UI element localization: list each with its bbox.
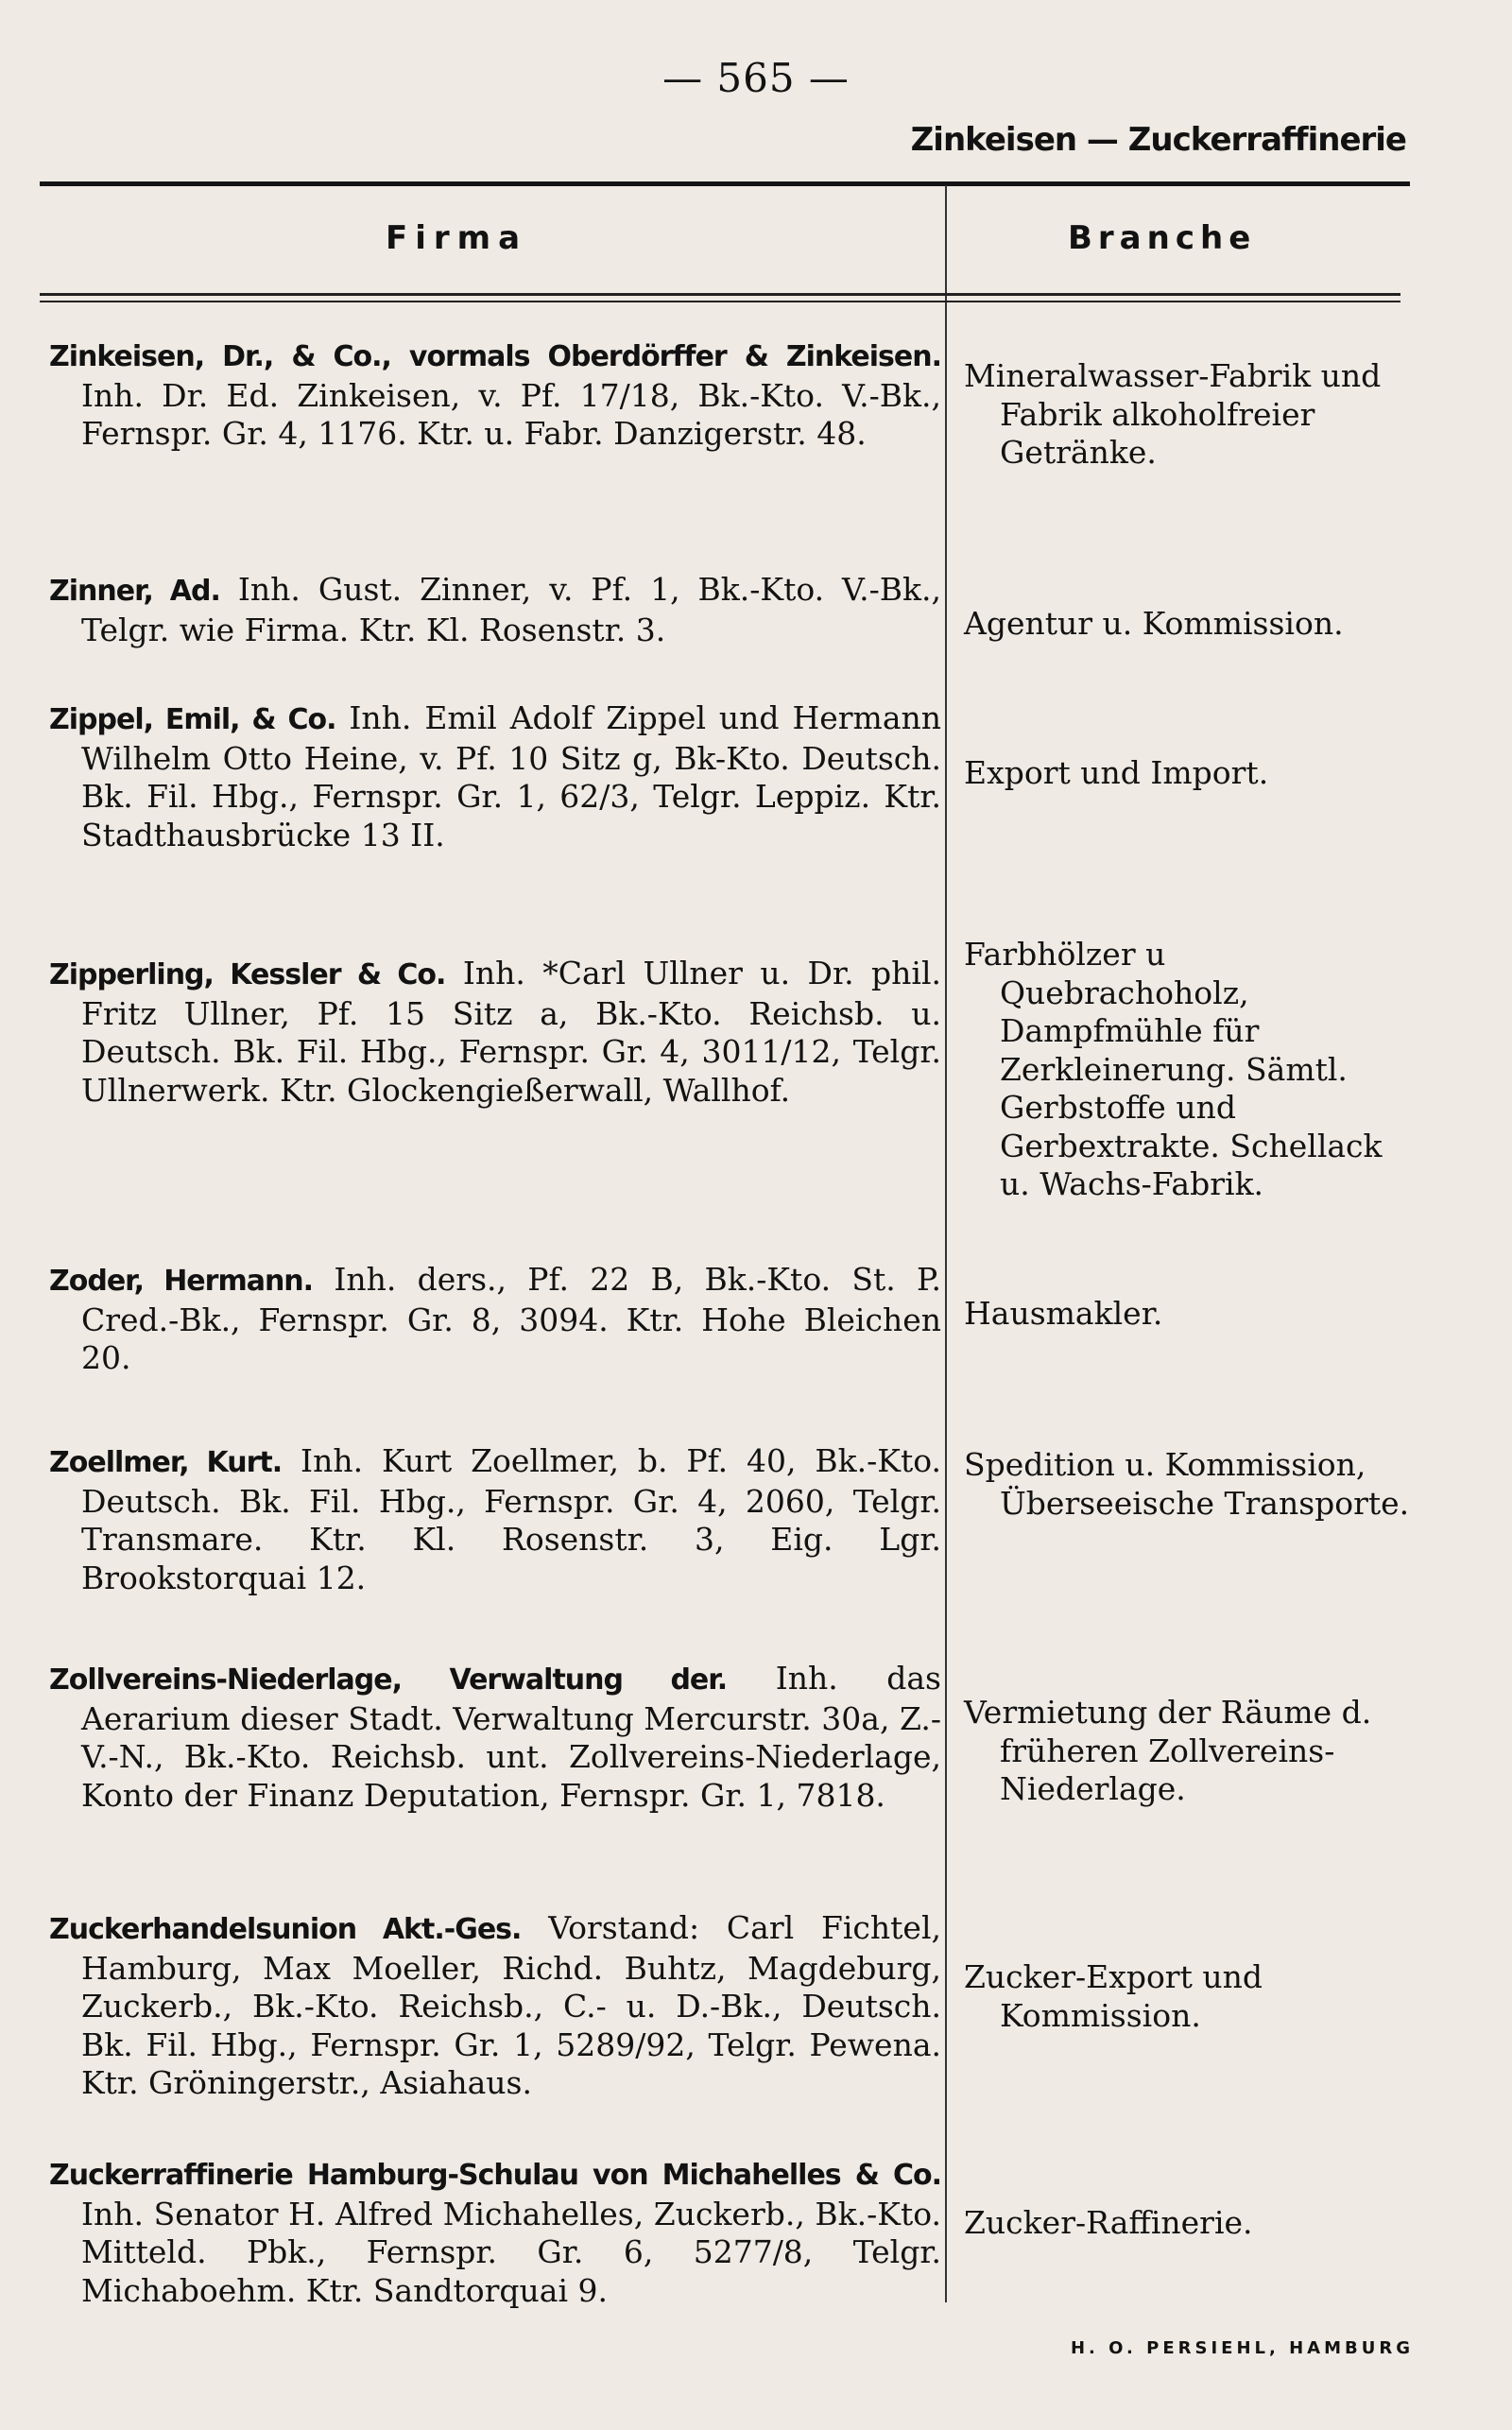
branch-text: Zucker-Export und Kommission.	[964, 1958, 1263, 2034]
firm-details: Inh. Senator H. Alfred Michahelles, Zuckerb., Bk.-Kto. Mitteld. Pbk., Fernspr. Gr. 6, 5277/8, Telgr. Michaboehm. Ktr. Sandtorquai 9.	[81, 2195, 941, 2309]
firm-name: Zinkeisen, Dr., & Co., vormals Oberdörffer & Zinkeisen.	[49, 340, 941, 373]
firm-details: Inh. das Aerarium dieser Stadt. Verwaltung Mercurstr. 30a, Z.-V.-N., Bk.-Kto. Reichsb. unt. Zollvereins-Niederlage, Konto der Finanz Deputation, Fernspr. Gr. 1, 7818.	[81, 1660, 941, 1814]
firm-name: Zoder, Hermann.	[49, 1265, 314, 1298]
firm-name: Zuckerhandelsunion Akt.-Ges.	[49, 1913, 522, 1946]
branch-text: Mineralwasser-Fabrik und Fabrik alkoholfreier Getränke.	[964, 357, 1382, 471]
page-number: — 565 —	[662, 55, 850, 101]
header-double-rule	[40, 293, 1400, 296]
firm-name: Zollvereins-Niederlage, Verwaltung der.	[49, 1663, 728, 1697]
firm-details: Inh. ders., Pf. 22 B, Bk.-Kto. St. P. Cred.-Bk., Fernspr. Gr. 8, 3094. Ktr. Hohe Bleichen 20.	[81, 1261, 941, 1376]
firm-details: Vorstand: Carl Fichtel, Hamburg, Max Moeller, Richd. Buhtz, Magdeburg, Zuckerb., Bk.-Kto. Reichsb., C.- u. D.-Bk., Deutsch. Bk. Fil. Hbg., Fernspr. Gr. 1, 5289/92, Telgr. Pewena. Ktr. Gröningerstr., Asiahaus.	[81, 1909, 941, 2101]
firm-name: Zippel, Emil, & Co.	[49, 703, 336, 736]
firm-text	[49, 2155, 941, 2310]
firm-details: Inh. Kurt Zoellmer, b. Pf. 40, Bk.-Kto. Deutsch. Bk. Fil. Hbg., Fernspr. Gr. 4, 2060, Telgr. Transmare. Ktr. Kl. Rosenstr. 3, Eig. Lgr. Brookstorquai 12.	[81, 1442, 941, 1596]
branch-text: Vermietung der Räume d. früheren Zollvereins-Niederlage.	[964, 1694, 1372, 1807]
firm-name: Zuckerraffinerie Hamburg-Schulau von Michahelles & Co.	[49, 2159, 941, 2192]
top-rule	[40, 181, 1410, 186]
branch-text: Spedition u. Kommission, Überseeische Transporte.	[964, 1446, 1410, 1522]
firm-text	[49, 336, 941, 454]
column-header-firma: Firma	[386, 219, 528, 257]
firm-details: Inh. Emil Adolf Zippel und Hermann Wilhelm Otto Heine, v. Pf. 10 Sitz g, Bk-Kto. Deutsch. Bk. Fil. Hbg., Fernspr. Gr. 1, 62/3, Telgr. Leppiz. Ktr. Stadthausbrücke 13 II.	[81, 699, 941, 853]
firm-name: Zipperling, Kessler & Co.	[49, 958, 446, 991]
firm-details: Inh. *Carl Ullner u. Dr. phil. Fritz Ullner, Pf. 15 Sitz a, Bk.-Kto. Reichsb. u. Deutsch. Bk. Fil. Hbg., Fernspr. Gr. 4, 3011/12, Telgr. Ullnerwerk. Ktr. Glockengießerwall, Wallhof.	[81, 955, 941, 1109]
branch-text: Farbhölzer u Quebrachoholz, Dampfmühle für Zerkleinerung. Sämtl. Gerbstoffe und Gerbextrakte. Schellack u. Wachs-Fabrik.	[964, 936, 1383, 1202]
firm-details: Inh. Dr. Ed. Zinkeisen, v. Pf. 17/18, Bk.-Kto. V.-Bk., Fernspr. Gr. 4, 1176. Ktr. u. Fabr. Danzigerstr. 48.	[81, 376, 941, 452]
branch-text: Zucker-Raffinerie.	[964, 2204, 1253, 2241]
firm-details: Inh. Gust. Zinner, v. Pf. 1, Bk.-Kto. V.-Bk., Telgr. wie Firma. Ktr. Kl. Rosenstr. 3.	[81, 571, 941, 648]
branch-text: Agentur u. Kommission.	[964, 605, 1344, 642]
firm-name: Zinner, Ad.	[49, 575, 220, 608]
firm-text	[49, 1660, 941, 1815]
column-divider	[945, 185, 947, 2302]
firm-text	[49, 1261, 941, 1378]
firm-text	[49, 955, 941, 1110]
firm-text	[49, 1909, 941, 2103]
printer-imprint: H. O. PERSIEHL, HAMBURG	[1070, 2338, 1414, 2358]
firm-name: Zoellmer, Kurt.	[49, 1446, 283, 1479]
firm-text	[49, 571, 941, 649]
firm-text	[49, 699, 941, 854]
header-double-rule-lower	[40, 301, 1400, 302]
branch-text: Export und Import.	[964, 754, 1269, 791]
column-header-branche: Branche	[1068, 219, 1257, 257]
branch-text: Hausmakler.	[964, 1295, 1163, 1332]
firm-text	[49, 1442, 941, 1597]
running-head: Zinkeisen — Zuckerraffinerie	[910, 121, 1406, 159]
